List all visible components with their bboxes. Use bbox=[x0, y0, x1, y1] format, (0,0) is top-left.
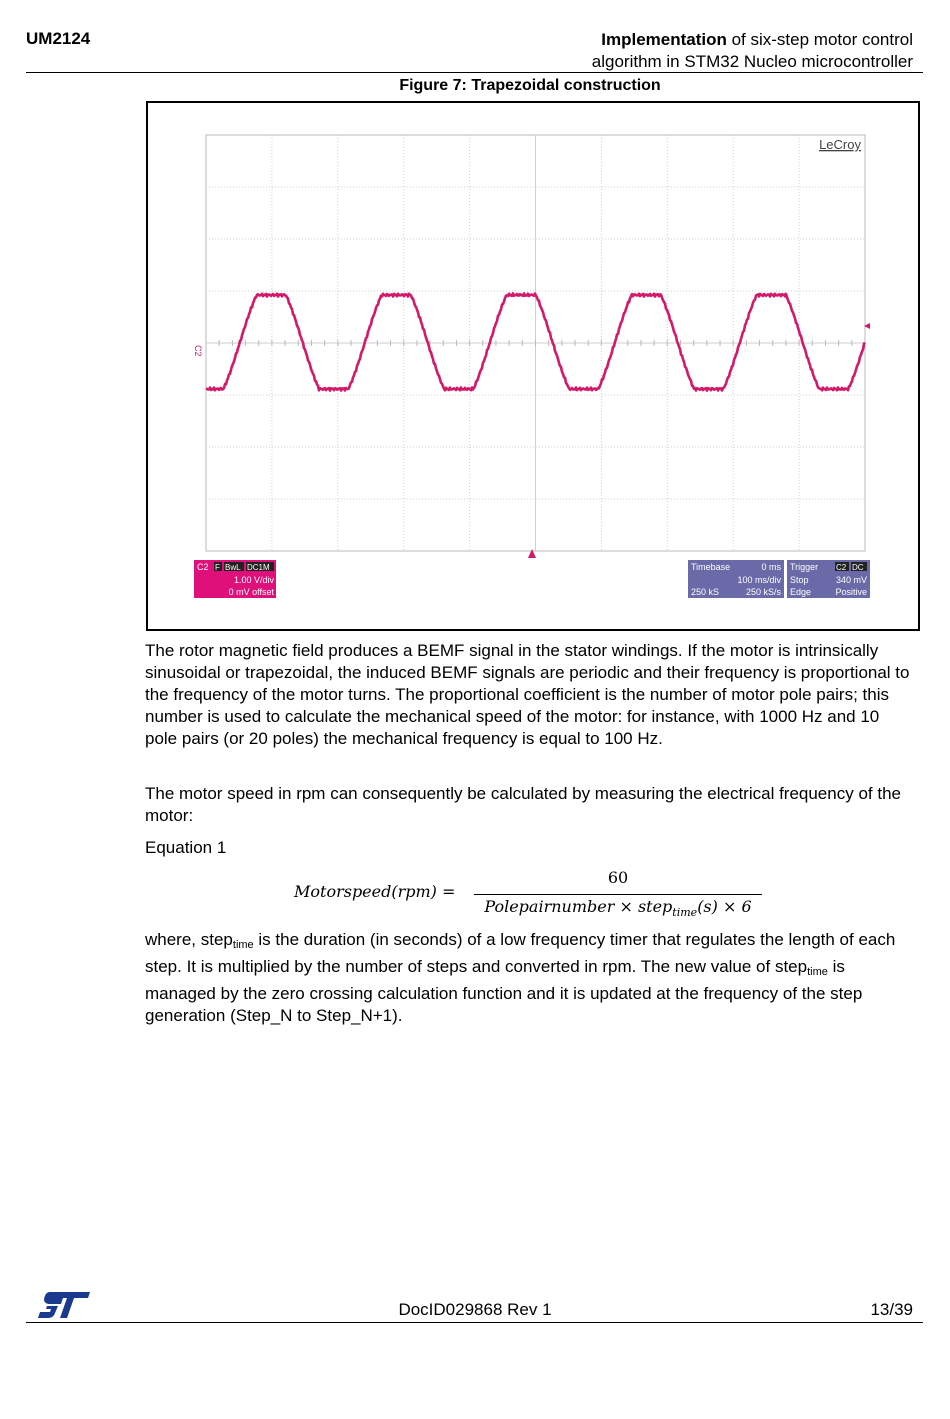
ch-box-coupling: DC1M bbox=[247, 563, 270, 572]
title-line2: algorithm in STM32 Nucleo microcontroller bbox=[591, 52, 913, 71]
page-number: 13/39 bbox=[870, 1300, 913, 1319]
ch-box-offset: 0 mV offset bbox=[228, 587, 274, 597]
fraction-bar bbox=[474, 894, 762, 895]
trigger-type: Edge bbox=[790, 587, 812, 597]
footer-rule bbox=[26, 1322, 923, 1323]
paragraph-motor-speed: The motor speed in rpm can consequently be calculated by measuring the electrical frequency of the motor: bbox=[145, 784, 901, 825]
den-part1: Polepairnumber × step bbox=[484, 897, 673, 916]
scope-brand: LeCroy bbox=[819, 137, 861, 152]
para3-part2: is the duration (in seconds) of a low frequency timer that regulates the length of each step. It is multiplied by the number of steps and converted in rpm. The new value of step bbox=[145, 930, 896, 976]
trigger-slope: Positive bbox=[835, 587, 867, 597]
channel-settings-box bbox=[194, 560, 276, 598]
oscilloscope-screen bbox=[148, 103, 918, 629]
channel-marker: C2 bbox=[193, 345, 203, 357]
equation-lhs: Motorspeed(rpm) = bbox=[294, 882, 456, 901]
timebase-delay: 0 ms bbox=[761, 562, 781, 572]
document-title bbox=[393, 29, 913, 73]
ch-box-flags: F bbox=[215, 563, 220, 572]
trigger-title: Trigger bbox=[790, 562, 819, 572]
trigger-level: 340 mV bbox=[835, 575, 867, 585]
header-rule bbox=[26, 72, 923, 73]
para3-part1: where, step bbox=[145, 930, 233, 949]
document-id: UM2124 bbox=[26, 29, 91, 48]
trigger-coupling: DC bbox=[852, 563, 864, 572]
equation-1 bbox=[294, 868, 764, 920]
figure-caption: Figure 7: Trapezoidal construction bbox=[399, 77, 661, 94]
footer-doc-reference: DocID029868 Rev 1 bbox=[398, 1300, 552, 1319]
para3-sub1: time bbox=[232, 939, 254, 951]
paragraph-steptime bbox=[145, 929, 915, 1027]
title-bold: Implementation bbox=[601, 30, 727, 49]
para3-sub2: time bbox=[807, 966, 828, 978]
timebase-rate: 250 kS/s bbox=[745, 587, 781, 597]
equation-numerator: 60 bbox=[607, 868, 629, 887]
trigger-source: C2 bbox=[836, 563, 847, 572]
timebase-title: Timebase bbox=[691, 562, 731, 572]
title-line1-rest: of six-step motor control bbox=[726, 30, 913, 49]
ch-box-name: C2 bbox=[197, 562, 209, 572]
timebase-samples: 250 kS bbox=[691, 587, 720, 597]
trigger-settings-box bbox=[787, 560, 870, 598]
timebase-settings-box bbox=[688, 560, 784, 598]
den-sub: time bbox=[672, 906, 698, 919]
timebase-tdiv: 100 ms/div bbox=[737, 575, 781, 585]
equation-denominator bbox=[474, 897, 762, 919]
trigger-mode: Stop bbox=[790, 575, 809, 585]
den-part2: (s) × 6 bbox=[697, 897, 752, 916]
para3-part3: is managed by the zero crossing calculation function and it is updated at the frequency of the step generation (Step_N to Step_N+1). bbox=[145, 957, 863, 1025]
oscilloscope-figure bbox=[146, 101, 920, 631]
ch-box-vdiv: 1.00 V/div bbox=[233, 575, 274, 585]
equation-label: Equation 1 bbox=[145, 838, 227, 857]
paragraph-bemf: The rotor magnetic field produces a BEMF signal in the stator windings. If the motor is intrinsically sinusoidal or trapezoidal, the induced BEMF signals are periodic and their frequency is proportional to the frequency of the motor turns. The proportional coefficient is the number of motor pole pairs; this number is used to calculate the mechanical speed of the motor: for instance, with 1000 Hz and 10 pole pairs (or 20 poles) the mechanical frequency is equal to 100 Hz. bbox=[145, 641, 910, 748]
ch-box-bwl: BwL bbox=[225, 563, 241, 572]
